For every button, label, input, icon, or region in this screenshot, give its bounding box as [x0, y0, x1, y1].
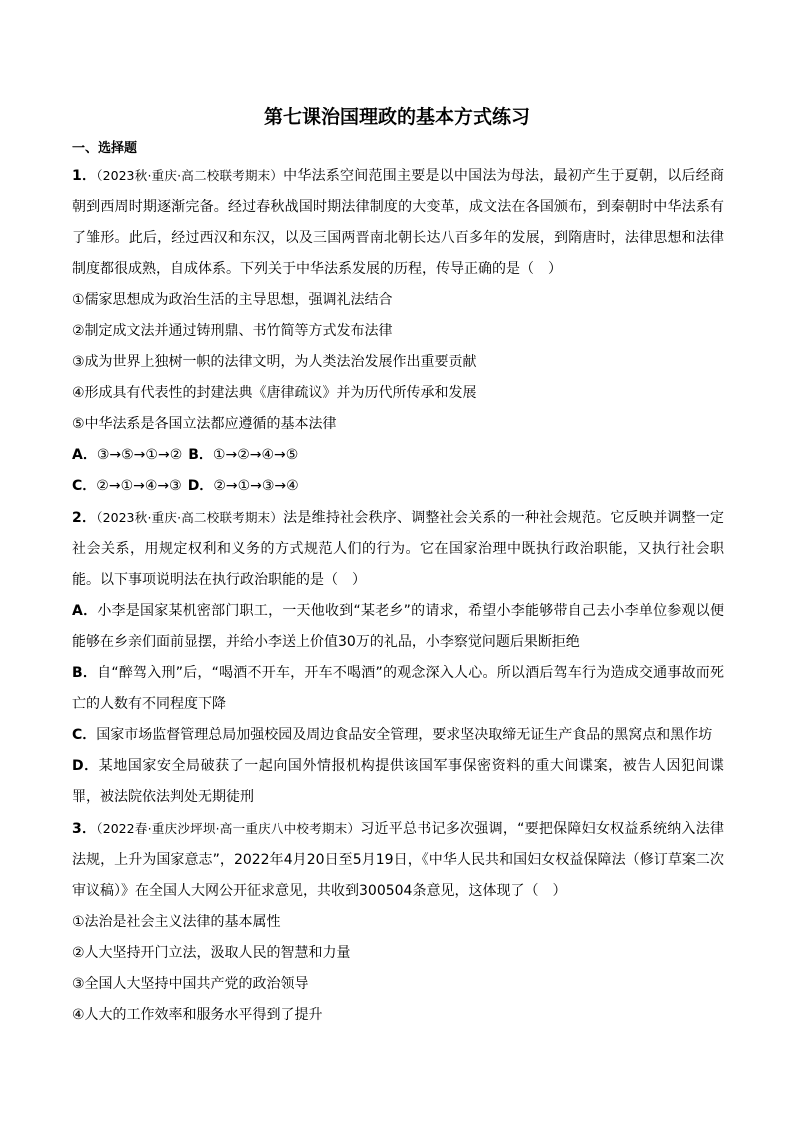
statement-item: ③成为世界上独树一帜的法律文明，为人类法治发展作出重要贡献	[72, 354, 477, 370]
statement-item: ②人大坚持开门立法，汲取人民的智慧和力量	[72, 945, 351, 961]
option-c: ②→①→④→③	[96, 478, 182, 494]
option-d-label: D．	[187, 478, 214, 494]
option-c-row	[72, 720, 724, 751]
option-d: 某地国家安全局破获了一起向国外情报机构提供该国军事保密资料的重大间谍案，被告人因犯间谍罪，被法院依法判处无期徒刑	[72, 758, 724, 805]
option-c: 国家市场监督管理总局加强校园及周边食品安全管理，要求坚决取缔无证生产食品的黑窝点和黑作坊	[96, 727, 713, 743]
options-row-cd	[72, 471, 724, 502]
statement-item: ①儒家思想成为政治生活的主导思想，强调礼法结合	[72, 292, 393, 308]
question-source: （2023秋·重庆·高二校联考期末）	[96, 510, 284, 525]
option-a-label: A．	[72, 447, 97, 463]
question-text: 法是维持社会秩序、调整社会关系的一种社会规范。它反映并调整一定社会关系，用规定权利和义务的方式规范人们的行为。它在国家治理中既执行政治职能，又执行社会职能。以下事项说明法在执行政治职能的是（ ）	[72, 510, 724, 588]
option-c-label: C．	[72, 478, 97, 494]
statement-item: ①法治是社会主义法律的基本属性	[72, 914, 281, 930]
statement-item: ③全国人大坚持中国共产党的政治领导	[72, 976, 309, 992]
statement-item: ④形成具有代表性的封建法典《唐律疏议》并为历代所传承和发展	[72, 385, 477, 401]
question-3-stem	[72, 813, 724, 907]
question-source: （2022春·重庆沙坪坝·高一重庆八中校考期末）	[96, 821, 361, 836]
options-row-ab	[72, 440, 724, 471]
option-b: ①→②→④→⑤	[212, 447, 299, 463]
option-b-row	[72, 658, 724, 720]
question-2-stem	[72, 502, 724, 596]
page-title: 第七课治国理政的基本方式练习	[263, 106, 530, 128]
question-list	[72, 160, 724, 1031]
option-c-label: C．	[72, 727, 97, 743]
statement-item: ②制定成文法并通过铸刑鼎、书竹简等方式发布法律	[72, 323, 393, 339]
option-a-row	[72, 596, 724, 658]
question-1-stem	[72, 160, 724, 285]
option-b: 自“醉驾入刑”后，“喝酒不开车，开车不喝酒”的观念深入人心。所以酒后驾车行为造成交通事故而死亡的人数有不同程度下降	[72, 665, 725, 712]
option-a: ③→⑤→①→②	[96, 447, 183, 463]
statement-item: ⑤中华法系是各国立法都应遵循的基本法律	[72, 416, 337, 432]
option-b-label: B．	[188, 447, 213, 463]
question-text: 习近平总书记多次强调，“要把保障妇女权益系统纳入法律法规，上升为国家意志”，2022年4月20日至5月19日，《中华人民共和国妇女权益保障法（修订草案二次审议稿）》在全国人大网公开征求意见，共收到300504条意见，这体现了（ ）	[72, 821, 724, 899]
statement-item: ④人大的工作效率和服务水平得到了提升	[72, 1007, 323, 1023]
option-d: ②→①→③→④	[213, 478, 299, 494]
option-a-label: A．	[72, 603, 98, 619]
question-text: 中华法系空间范围主要是以中国法为母法，最初产生于夏朝，以后经商朝到西周时期逐渐完备。经过春秋战国时期法律制度的大变革，成文法在各国颁布，到秦朝时中华法系有了雏形。此后，经过西汉和东汉，以及三国两晋南北朝长达八百多年的发展，到隋唐时，法律思想和法律制度都很成熟，自成体系。下列关于中华法系发展的历程，传导正确的是（ ）	[72, 168, 724, 277]
option-a: 小李是国家某机密部门职工，一天他收到“某老乡”的请求，希望小李能够带自己去小李单位参观以便能够在乡亲们面前显摆，并给小李送上价值30万的礼品，小李察觉问题后果断拒绝	[72, 603, 724, 650]
question-number: 1．	[72, 168, 97, 184]
option-d-label: D．	[72, 758, 99, 774]
section-heading: 一、选择题	[72, 141, 138, 156]
option-d-row	[72, 751, 724, 813]
question-number: 3．	[72, 821, 97, 837]
question-source: （2023秋·重庆·高二校联考期末）	[96, 168, 284, 183]
question-number: 2．	[72, 510, 97, 526]
option-b-label: B．	[72, 665, 98, 681]
